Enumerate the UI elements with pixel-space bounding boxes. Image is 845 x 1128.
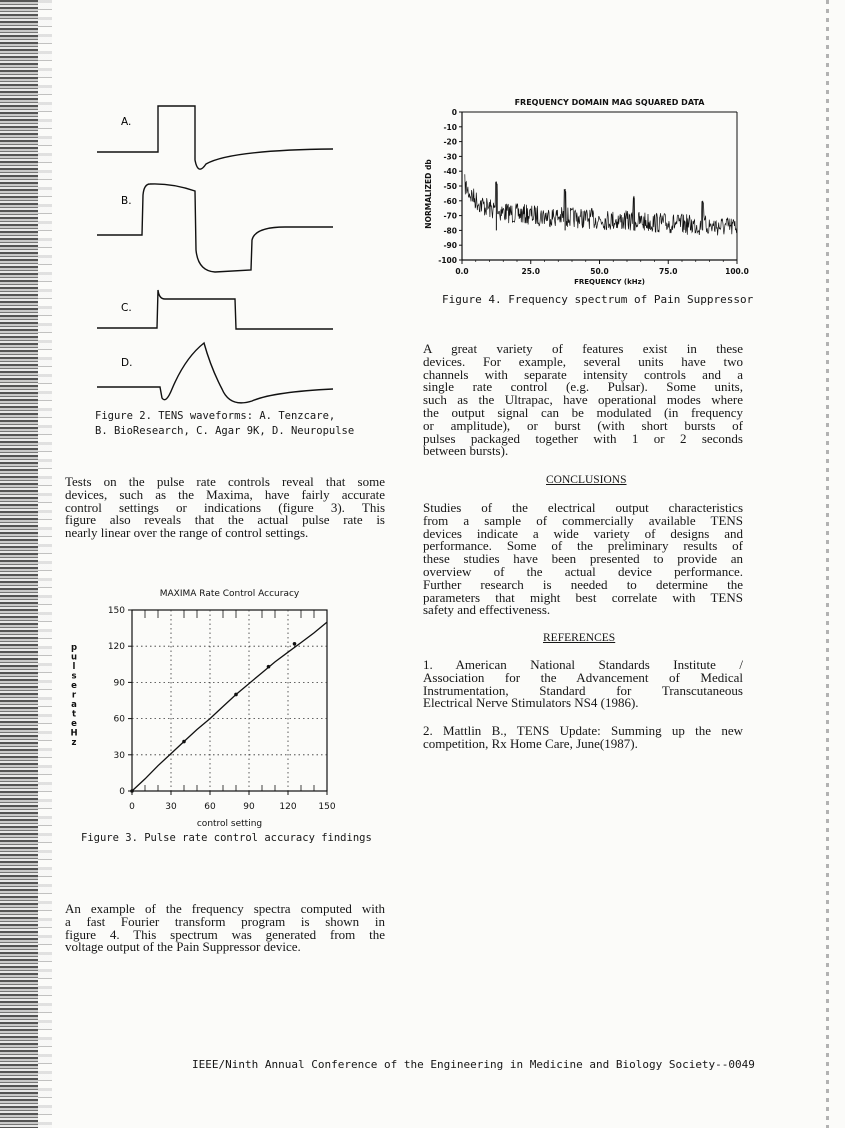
data-point xyxy=(130,789,134,793)
data-point xyxy=(293,642,297,646)
y-axis-label-char: t xyxy=(71,709,77,720)
paragraph-line: channels with separate intensity controls and a xyxy=(423,366,743,382)
y-axis-label: NORMALIZED db xyxy=(424,159,433,229)
figure-2-caption-line-2: B. BioResearch, C. Agar 9K, D. Neuropulse xyxy=(95,425,355,437)
figure-4-caption: Figure 4. Frequency spectrum of Pain Suppressor xyxy=(442,293,754,306)
y-axis-label-char: u xyxy=(70,652,78,663)
paragraph-line: single rate control (e.g. Pulsar). Some units, xyxy=(423,379,743,395)
paragraph-line: Studies of the electrical output characteristics xyxy=(423,500,743,515)
paragraph-line: Tests on the pulse rate controls reveal that some xyxy=(65,474,385,489)
reference-line: competition, Rx Home Care, June(1987). xyxy=(423,735,638,751)
reference-line: Association for the Advancement of Medical xyxy=(423,669,743,685)
data-point xyxy=(234,693,238,697)
waveform-c xyxy=(97,290,333,329)
waveform-b xyxy=(97,184,333,272)
paragraph-line: devices. For example, several units have two xyxy=(423,353,743,369)
x-tick-label: 60 xyxy=(204,802,216,812)
paragraph-line: parameters that might best correlate with TENS xyxy=(423,589,743,605)
x-tick-label: 75.0 xyxy=(658,267,678,276)
paragraph-line: pulses packaged together with 1 or 2 seconds xyxy=(423,430,743,446)
rate-series-line xyxy=(132,622,327,791)
paragraph-line: performance. Some of the preliminary results of xyxy=(423,538,743,554)
paragraph-line: or amplitude), or burst (with short bursts of xyxy=(423,417,743,433)
reference-line: 2. Mattlin B., TENS Update: Summing up the new xyxy=(423,723,743,738)
paragraph-line: overview of the actual device performance. xyxy=(423,563,743,579)
y-axis-label-char: a xyxy=(71,700,77,710)
x-tick-label: 150 xyxy=(318,802,336,812)
reference-2 xyxy=(423,725,743,751)
y-axis-label-char: p xyxy=(70,643,78,653)
x-tick-label: 120 xyxy=(279,802,297,812)
figure-3-caption: Figure 3. Pulse rate control accuracy findings xyxy=(81,832,372,844)
frequency-spectrum-chart xyxy=(418,90,758,290)
chart-title: FREQUENCY DOMAIN MAG SQUARED DATA xyxy=(514,98,705,107)
paragraph-line: control settings or indications (figure 3). This xyxy=(65,499,385,515)
fft-paragraph xyxy=(65,903,385,954)
waveform-label-c: C. xyxy=(121,302,132,314)
waveform-figure xyxy=(90,100,370,410)
y-axis-label-char: z xyxy=(71,738,77,748)
waveform-label-b: B. xyxy=(121,195,132,207)
paragraph-line: safety and effectiveness. xyxy=(423,602,551,618)
y-tick-label: -30 xyxy=(443,152,457,162)
reference-1 xyxy=(423,659,743,710)
paragraph-line: A great variety of features exist in these xyxy=(423,341,743,356)
y-tick-label: 60 xyxy=(113,714,125,725)
data-point xyxy=(182,740,186,744)
reference-line: 1. American National Standards Institute / xyxy=(423,657,743,672)
y-tick-label: 30 xyxy=(113,750,125,761)
paragraph-line: An example of the frequency spectra computed with xyxy=(65,901,385,916)
y-tick-label: 90 xyxy=(113,678,125,689)
y-tick-label: 0 xyxy=(119,787,125,797)
paragraph-line: between bursts). xyxy=(423,443,509,459)
x-tick-label: 30 xyxy=(165,802,177,812)
y-tick-label: -90 xyxy=(443,241,457,251)
y-tick-label: -60 xyxy=(443,196,457,206)
paragraph-line: nearly linear over the range of control settings. xyxy=(65,525,309,541)
page-footer: IEEE/Ninth Annual Conference of the Engineering in Medicine and Biology Society--0049 xyxy=(192,1058,755,1071)
y-axis-label-char: s xyxy=(71,671,77,682)
y-axis-label-char: r xyxy=(71,690,77,701)
y-axis-label-char: e xyxy=(71,681,77,691)
paragraph-line: the output signal can be modulated (in frequency xyxy=(423,404,743,420)
scan-edge-shadow xyxy=(38,0,52,1128)
rate-paragraph xyxy=(65,476,385,540)
spectrum-trace xyxy=(465,174,737,235)
waveform-label-a: A. xyxy=(121,116,132,128)
y-tick-label: 150 xyxy=(107,606,125,616)
y-tick-label: -70 xyxy=(443,211,457,221)
reference-line: Instrumentation, Standard for Transcutaneous xyxy=(423,682,743,698)
y-tick-label: 0 xyxy=(451,108,457,117)
paragraph-line: voltage output of the Pain Suppressor device. xyxy=(65,939,301,955)
paragraph-line: Further research is needed to determine the xyxy=(423,576,743,592)
figure-2-caption-line-1: Figure 2. TENS waveforms: A. Tenzcare, xyxy=(95,410,336,422)
y-tick-label: -40 xyxy=(443,167,457,177)
paragraph-line: devices indicate a wide variety of designs and xyxy=(423,525,743,541)
rate-accuracy-chart xyxy=(60,580,390,830)
y-tick-label: -20 xyxy=(443,137,457,147)
paragraph-line: devices, such as the Maxima, have fairly accurate xyxy=(65,486,385,502)
data-point xyxy=(267,665,271,669)
references-heading: REFERENCES xyxy=(543,632,616,644)
waveform-d xyxy=(97,343,333,403)
features-paragraph xyxy=(423,343,743,458)
conclusions-heading: CONCLUSIONS xyxy=(546,474,627,486)
paragraph-line: from a sample of commercially available TENS xyxy=(423,512,743,528)
waveform-a xyxy=(97,106,333,169)
x-tick-label: 50.0 xyxy=(590,267,609,276)
y-tick-label: -100 xyxy=(438,256,457,265)
chart-title: MAXIMA Rate Control Accuracy xyxy=(159,589,300,599)
scan-edge-right xyxy=(826,0,829,1128)
waveform-label-d: D. xyxy=(121,357,133,369)
y-tick-label: 120 xyxy=(107,642,125,653)
x-tick-label: 0 xyxy=(129,802,135,812)
paragraph-line: a fast Fourier transform program is shown in xyxy=(65,913,385,929)
scan-edge-left xyxy=(0,0,38,1128)
y-axis-label-char: H xyxy=(70,728,78,739)
x-tick-label: 0.0 xyxy=(455,267,469,276)
y-axis-label-char: l xyxy=(72,662,76,672)
y-tick-label: -10 xyxy=(443,122,457,132)
x-axis-label: control setting xyxy=(196,819,263,829)
paragraph-line: these studies have been presented to provide an xyxy=(423,551,743,567)
conclusions-paragraph xyxy=(423,502,743,617)
x-tick-label: 90 xyxy=(243,802,255,812)
x-axis-label: FREQUENCY (kHz) xyxy=(574,278,645,286)
paragraph-line: such as the Ultrapac, have operational modes where xyxy=(423,392,743,408)
x-tick-label: 100.0 xyxy=(725,267,749,276)
y-tick-label: -80 xyxy=(443,226,457,236)
paragraph-line: figure 4. This spectrum was generated from the xyxy=(65,926,385,942)
y-axis-label-char: e xyxy=(71,719,77,729)
reference-line: Electrical Nerve Stimulators NS4 (1986). xyxy=(423,695,639,711)
x-tick-label: 25.0 xyxy=(521,267,541,276)
paragraph-line: figure also reveals that the actual pulse rate is xyxy=(65,512,385,528)
y-tick-label: -50 xyxy=(443,182,457,191)
